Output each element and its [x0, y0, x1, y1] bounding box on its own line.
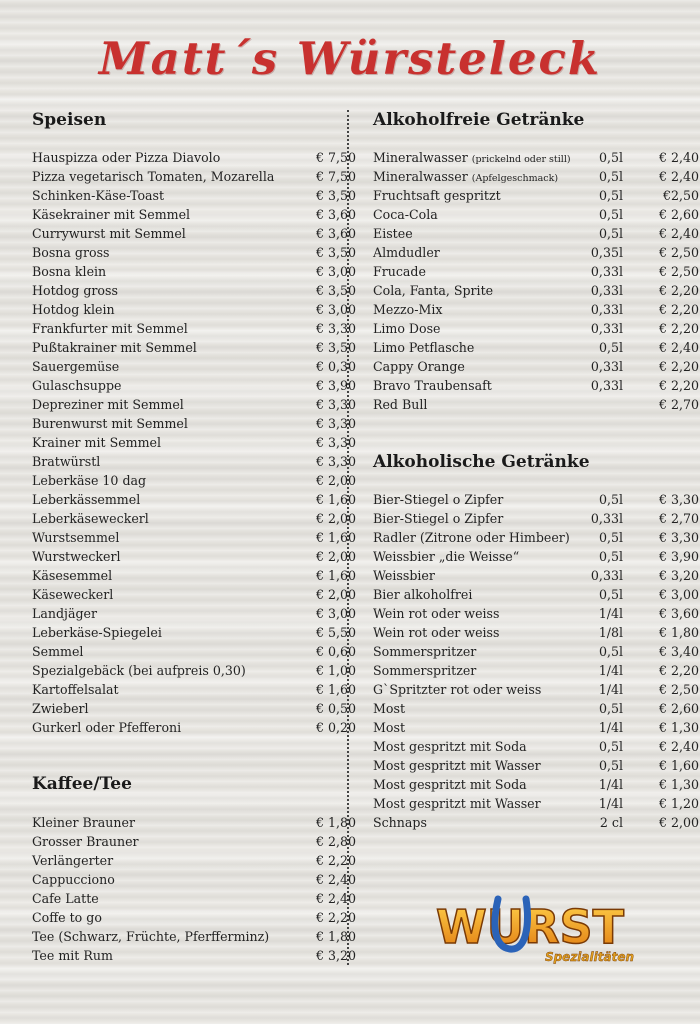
item-name: Hauspizza oder Pizza Diavolo — [32, 150, 221, 165]
item-name: Burenwurst mit Semmel — [32, 416, 188, 431]
item-name: G`Spritzter rot oder weiss — [373, 682, 542, 697]
menu-item — [32, 205, 358, 224]
menu-item — [32, 338, 358, 357]
item-price: € 0,30 — [315, 359, 356, 374]
menu-item — [32, 870, 358, 889]
menu-item — [32, 243, 358, 262]
drink-item — [373, 775, 699, 794]
item-price: € 3,50 — [315, 283, 356, 298]
drink-item — [373, 509, 699, 528]
item-price: € 3,50 — [315, 245, 356, 260]
item-name-wrap — [373, 338, 474, 357]
item-price: € 3,00 — [315, 606, 356, 621]
item-price: € 3,40 — [658, 644, 699, 659]
item-name-wrap — [373, 794, 541, 813]
item-price: € 2,20 — [315, 910, 356, 925]
item-name: Spezialgebäck (bei aufpreis 0,30) — [32, 663, 246, 678]
item-name: Weissbier „die Weisse“ — [373, 549, 520, 564]
item-name: Cola, Fanta, Sprite — [373, 283, 494, 298]
item-name: Sauergemüse — [32, 359, 120, 374]
item-name-wrap — [373, 642, 476, 661]
item-volume: 1/4l — [598, 777, 623, 792]
menu-item — [32, 813, 358, 832]
item-name: Mezzo-Mix — [373, 302, 443, 317]
menu-item — [32, 908, 358, 927]
item-price: € 1,60 — [315, 682, 356, 697]
drink-item — [373, 376, 699, 395]
item-price: € 3,60 — [315, 226, 356, 241]
item-price: € 2,40 — [658, 340, 699, 355]
drink-item — [373, 243, 699, 262]
item-name-wrap — [373, 243, 440, 262]
menu-item — [32, 851, 358, 870]
item-price: € 2,80 — [315, 834, 356, 849]
drink-item — [373, 661, 699, 680]
item-volume: 0,5l — [598, 739, 623, 754]
item-price: € 3,00 — [315, 302, 356, 317]
item-price: € 2,20 — [658, 663, 699, 678]
item-name: Zwieberl — [32, 701, 89, 716]
menu-item — [32, 224, 358, 243]
item-name: Most gespritzt mit Soda — [373, 739, 527, 754]
item-price: € 3,30 — [315, 397, 356, 412]
item-name: Limo Petflasche — [373, 340, 475, 355]
item-name: Currywurst mit Semmel — [32, 226, 186, 241]
item-name-wrap — [373, 509, 503, 528]
menu-item — [32, 471, 358, 490]
item-name: Leberkäse-Spiegelei — [32, 625, 162, 640]
item-name-wrap — [373, 357, 465, 376]
item-name: Bier-Stiegel o Zipfer — [373, 511, 504, 526]
item-name: Bosna klein — [32, 264, 107, 279]
item-name-wrap — [373, 376, 492, 395]
drink-item — [373, 300, 699, 319]
drink-item — [373, 566, 699, 585]
item-name: Sommerspritzer — [373, 644, 477, 659]
menu-item — [32, 490, 358, 509]
menu-item — [32, 889, 358, 908]
item-name-wrap — [373, 224, 413, 243]
item-volume: 1/8l — [598, 625, 623, 640]
menu-item — [32, 585, 358, 604]
item-name-wrap — [373, 566, 435, 585]
item-price: € 3,60 — [315, 207, 356, 222]
item-name-wrap — [373, 262, 426, 281]
menu-item — [32, 832, 358, 851]
item-name-wrap — [373, 680, 541, 699]
item-name-wrap — [373, 775, 527, 794]
drink-item — [373, 718, 699, 737]
item-name: Sommerspritzer — [373, 663, 477, 678]
item-name: Tee (Schwarz, Früchte, Pferfferminz) — [32, 929, 270, 944]
alkoholfrei-heading: Alkoholfreie Getränke — [373, 110, 585, 130]
item-name: Coffe to go — [32, 910, 102, 925]
item-name: Weissbier — [373, 568, 435, 583]
item-price: € 2,40 — [658, 739, 699, 754]
item-volume: 0,5l — [598, 188, 623, 203]
drink-item — [373, 357, 699, 376]
item-price: € 2,40 — [315, 872, 356, 887]
item-name: Grosser Brauner — [32, 834, 139, 849]
item-name: Tee mit Rum — [32, 948, 113, 963]
item-price: € 3,50 — [315, 340, 356, 355]
drink-item — [373, 642, 699, 661]
item-price: € 2,50 — [658, 245, 699, 260]
item-price: € 2,40 — [315, 891, 356, 906]
item-price: € 7,50 — [315, 150, 356, 165]
drink-item — [373, 281, 699, 300]
item-name: Kleiner Brauner — [32, 815, 135, 830]
item-name-wrap — [373, 281, 493, 300]
menu-item — [32, 946, 358, 965]
item-price: € 7,50 — [315, 169, 356, 184]
menu-item — [32, 357, 358, 376]
item-name: Bratwürstl — [32, 454, 101, 469]
item-name: Kartoffelsalat — [32, 682, 119, 697]
item-price: € 2,00 — [315, 473, 356, 488]
item-price: € 2,00 — [658, 815, 699, 830]
item-price: € 1,80 — [315, 929, 356, 944]
item-name: Fruchtsaft gespritzt — [373, 188, 501, 203]
menu-title: Matt´s Würsteleck — [98, 32, 602, 85]
item-name-wrap — [373, 148, 571, 169]
item-name: Semmel — [32, 644, 84, 659]
drink-item — [373, 680, 699, 699]
menu-item — [32, 509, 358, 528]
item-volume: 0,5l — [598, 169, 623, 184]
item-price: € 1,80 — [658, 625, 699, 640]
item-name-wrap — [373, 737, 527, 756]
item-price: € 2,50 — [658, 264, 699, 279]
item-volume: 0,33l — [590, 302, 623, 317]
wurst-spezialitaeten-logo — [434, 895, 636, 967]
item-price: € 3,30 — [658, 530, 699, 545]
item-note: (prickelnd oder still) — [471, 154, 571, 165]
item-name: Wein rot oder weiss — [373, 625, 500, 640]
item-name-wrap — [373, 300, 442, 319]
item-name-wrap — [373, 167, 558, 188]
item-name: Frucade — [373, 264, 426, 279]
item-name-wrap — [373, 699, 405, 718]
item-price: € 3,30 — [658, 492, 699, 507]
item-volume: 0,33l — [590, 321, 623, 336]
item-price: € 2,70 — [658, 511, 699, 526]
item-name: Wurstweckerl — [32, 549, 121, 564]
menu-item — [32, 623, 358, 642]
menu-item — [32, 186, 358, 205]
drink-item — [373, 395, 699, 414]
item-name: Eistee — [373, 226, 413, 241]
item-price: €2,50 — [662, 188, 699, 203]
menu-item — [32, 433, 358, 452]
menu-item — [32, 528, 358, 547]
item-name-wrap — [373, 395, 427, 414]
item-price: € 2,40 — [658, 169, 699, 184]
logo-wordmark: WURST — [436, 900, 625, 954]
item-name: Leberkässemmel — [32, 492, 141, 507]
item-name: Leberkäse 10 dag — [32, 473, 147, 488]
item-name: Schinken-Käse-Toast — [32, 188, 165, 203]
item-name: Depreziner mit Semmel — [32, 397, 184, 412]
menu-item — [32, 148, 358, 167]
item-name: Hotdog klein — [32, 302, 115, 317]
menu-item — [32, 547, 358, 566]
item-volume: 1/4l — [598, 606, 623, 621]
item-volume: 1/4l — [598, 796, 623, 811]
item-name: Verlängerter — [32, 853, 114, 868]
item-name: Pußtakrainer mit Semmel — [32, 340, 197, 355]
menu-item — [32, 718, 358, 737]
item-name: Most gespritzt mit Wasser — [373, 796, 541, 811]
item-name: Mineralwasser — [373, 169, 468, 184]
menu-item — [32, 414, 358, 433]
drink-item — [373, 756, 699, 775]
item-name-wrap — [373, 661, 476, 680]
item-price: € 1,30 — [658, 777, 699, 792]
item-name-wrap — [373, 205, 438, 224]
item-volume: 0,5l — [598, 207, 623, 222]
item-volume: 1/4l — [598, 663, 623, 678]
item-name-wrap — [373, 547, 519, 566]
item-price: € 2,60 — [658, 701, 699, 716]
item-volume: 0,33l — [590, 378, 623, 393]
drink-item — [373, 167, 699, 186]
menu-item — [32, 927, 358, 946]
alkoholisch-heading: Alkoholische Getränke — [373, 452, 590, 472]
item-name: Red Bull — [373, 397, 428, 412]
drink-item — [373, 224, 699, 243]
item-name-wrap — [373, 528, 570, 547]
item-price: € 2,20 — [658, 302, 699, 317]
item-volume: 0,5l — [598, 644, 623, 659]
item-name: Wein rot oder weiss — [373, 606, 500, 621]
item-name: Bravo Traubensaft — [373, 378, 492, 393]
item-price: € 3,00 — [658, 587, 699, 602]
item-volume: 1/4l — [598, 682, 623, 697]
item-price: € 3,50 — [315, 188, 356, 203]
item-price: € 1,30 — [658, 720, 699, 735]
logo-subtitle: Spezialitäten — [544, 950, 634, 964]
item-name: Most — [373, 701, 406, 716]
item-price: € 3,20 — [315, 948, 356, 963]
item-price: € 2,20 — [658, 378, 699, 393]
menu-item — [32, 566, 358, 585]
item-name: Almdudler — [373, 245, 440, 260]
item-name-wrap — [373, 490, 503, 509]
alkoholisch-list — [373, 490, 699, 832]
item-name: Mineralwasser — [373, 150, 468, 165]
item-name: Schnaps — [373, 815, 427, 830]
item-volume: 0,33l — [590, 568, 623, 583]
drink-item — [373, 604, 699, 623]
menu-item — [32, 300, 358, 319]
drink-item — [373, 699, 699, 718]
item-name: Most — [373, 720, 406, 735]
item-price: € 0,50 — [315, 701, 356, 716]
item-name-wrap — [373, 718, 405, 737]
item-price: € 2,40 — [658, 150, 699, 165]
item-name: Hotdog gross — [32, 283, 118, 298]
item-name: Radler (Zitrone oder Himbeer) — [373, 530, 570, 545]
item-price: € 2,20 — [658, 283, 699, 298]
item-name: Gurkerl oder Pfefferoni — [32, 720, 182, 735]
menu-item — [32, 262, 358, 281]
speisen-list — [32, 148, 358, 737]
item-name-wrap — [373, 623, 499, 642]
item-price: € 1,00 — [315, 663, 356, 678]
item-name: Frankfurter mit Semmel — [32, 321, 188, 336]
drink-item — [373, 794, 699, 813]
item-name-wrap — [373, 604, 499, 623]
item-name: Pizza vegetarisch Tomaten, Mozarella — [32, 169, 275, 184]
item-volume: 0,5l — [598, 549, 623, 564]
item-name-wrap — [373, 319, 441, 338]
item-price: € 3,30 — [315, 416, 356, 431]
item-volume: 0,5l — [598, 340, 623, 355]
item-price: € 0,60 — [315, 644, 356, 659]
item-price: € 2,00 — [315, 549, 356, 564]
item-price: € 2,20 — [658, 359, 699, 374]
item-name: Gulaschsuppe — [32, 378, 122, 393]
drink-item — [373, 623, 699, 642]
item-volume: 0,5l — [598, 701, 623, 716]
item-volume: 0,5l — [598, 226, 623, 241]
item-volume: 1/4l — [598, 720, 623, 735]
drink-item — [373, 737, 699, 756]
kaffee-heading: Kaffee/Tee — [32, 774, 132, 794]
item-name: Cappucciono — [32, 872, 115, 887]
item-name: Cappy Orange — [373, 359, 465, 374]
drink-item — [373, 547, 699, 566]
drink-item — [373, 148, 699, 167]
drink-item — [373, 262, 699, 281]
kaffee-list — [32, 813, 358, 965]
item-volume: 0,5l — [598, 492, 623, 507]
item-name-wrap — [373, 756, 541, 775]
item-name: Cafe Latte — [32, 891, 99, 906]
menu-item — [32, 376, 358, 395]
item-price: € 3,30 — [315, 435, 356, 450]
item-volume: 0,5l — [598, 587, 623, 602]
item-name-wrap — [373, 186, 501, 205]
item-name: Bosna gross — [32, 245, 110, 260]
drink-item — [373, 186, 699, 205]
drink-item — [373, 528, 699, 547]
menu-item — [32, 699, 358, 718]
item-price: € 3,90 — [315, 378, 356, 393]
item-price: € 1,60 — [315, 568, 356, 583]
item-name: Käsesemmel — [32, 568, 113, 583]
item-price: € 2,40 — [658, 226, 699, 241]
item-name: Most gespritzt mit Soda — [373, 777, 527, 792]
item-price: € 1,20 — [658, 796, 699, 811]
item-price: € 1,60 — [315, 492, 356, 507]
menu-item — [32, 395, 358, 414]
item-name: Krainer mit Semmel — [32, 435, 162, 450]
item-price: € 1,80 — [315, 815, 356, 830]
menu-item — [32, 642, 358, 661]
menu-item — [32, 661, 358, 680]
item-volume: 0,5l — [598, 530, 623, 545]
menu-item — [32, 281, 358, 300]
item-price: € 2,20 — [315, 853, 356, 868]
menu-item — [32, 452, 358, 471]
item-name-wrap — [373, 585, 472, 604]
item-volume: 0,33l — [590, 264, 623, 279]
item-price: € 2,20 — [658, 321, 699, 336]
item-volume: 0,5l — [598, 758, 623, 773]
item-price: € 1,60 — [658, 758, 699, 773]
item-price: € 2,50 — [658, 682, 699, 697]
item-name: Coca-Cola — [373, 207, 438, 222]
speisen-heading: Speisen — [32, 110, 107, 130]
item-price: € 3,60 — [658, 606, 699, 621]
drink-item — [373, 338, 699, 357]
item-name: Most gespritzt mit Wasser — [373, 758, 541, 773]
item-price: € 2,60 — [658, 207, 699, 222]
item-price: € 2,00 — [315, 511, 356, 526]
item-name: Bier-Stiegel o Zipfer — [373, 492, 504, 507]
drink-item — [373, 813, 699, 832]
menu-item — [32, 680, 358, 699]
item-price: € 3,90 — [658, 549, 699, 564]
alkoholfrei-list — [373, 148, 699, 414]
item-volume: 0,33l — [590, 283, 623, 298]
item-price: € 0,20 — [315, 720, 356, 735]
item-note: (Apfelgeschmack) — [471, 173, 559, 184]
item-name: Käseweckerl — [32, 587, 114, 602]
item-price: € 3,30 — [315, 321, 356, 336]
item-name: Leberkäseweckerl — [32, 511, 149, 526]
item-volume: 0,33l — [590, 511, 623, 526]
menu-item — [32, 319, 358, 338]
item-volume: 2 cl — [599, 815, 623, 830]
item-price: € 3,00 — [315, 264, 356, 279]
item-volume: 0,33l — [590, 359, 623, 374]
item-volume: 0,35l — [590, 245, 623, 260]
item-price: € 2,70 — [658, 397, 699, 412]
item-volume: 0,5l — [598, 150, 623, 165]
drink-item — [373, 490, 699, 509]
item-price: € 5,50 — [315, 625, 356, 640]
item-name: Wurstsemmel — [32, 530, 120, 545]
item-name: Limo Dose — [373, 321, 441, 336]
drink-item — [373, 319, 699, 338]
item-price: € 2,00 — [315, 587, 356, 602]
drink-item — [373, 205, 699, 224]
item-price: € 3,20 — [658, 568, 699, 583]
item-price: € 1,60 — [315, 530, 356, 545]
menu-item — [32, 167, 358, 186]
drink-item — [373, 585, 699, 604]
item-price: € 3,30 — [315, 454, 356, 469]
item-name: Landjäger — [32, 606, 97, 621]
item-name: Käsekrainer mit Semmel — [32, 207, 191, 222]
item-name: Bier alkoholfrei — [373, 587, 473, 602]
menu-item — [32, 604, 358, 623]
item-name-wrap — [373, 813, 427, 832]
